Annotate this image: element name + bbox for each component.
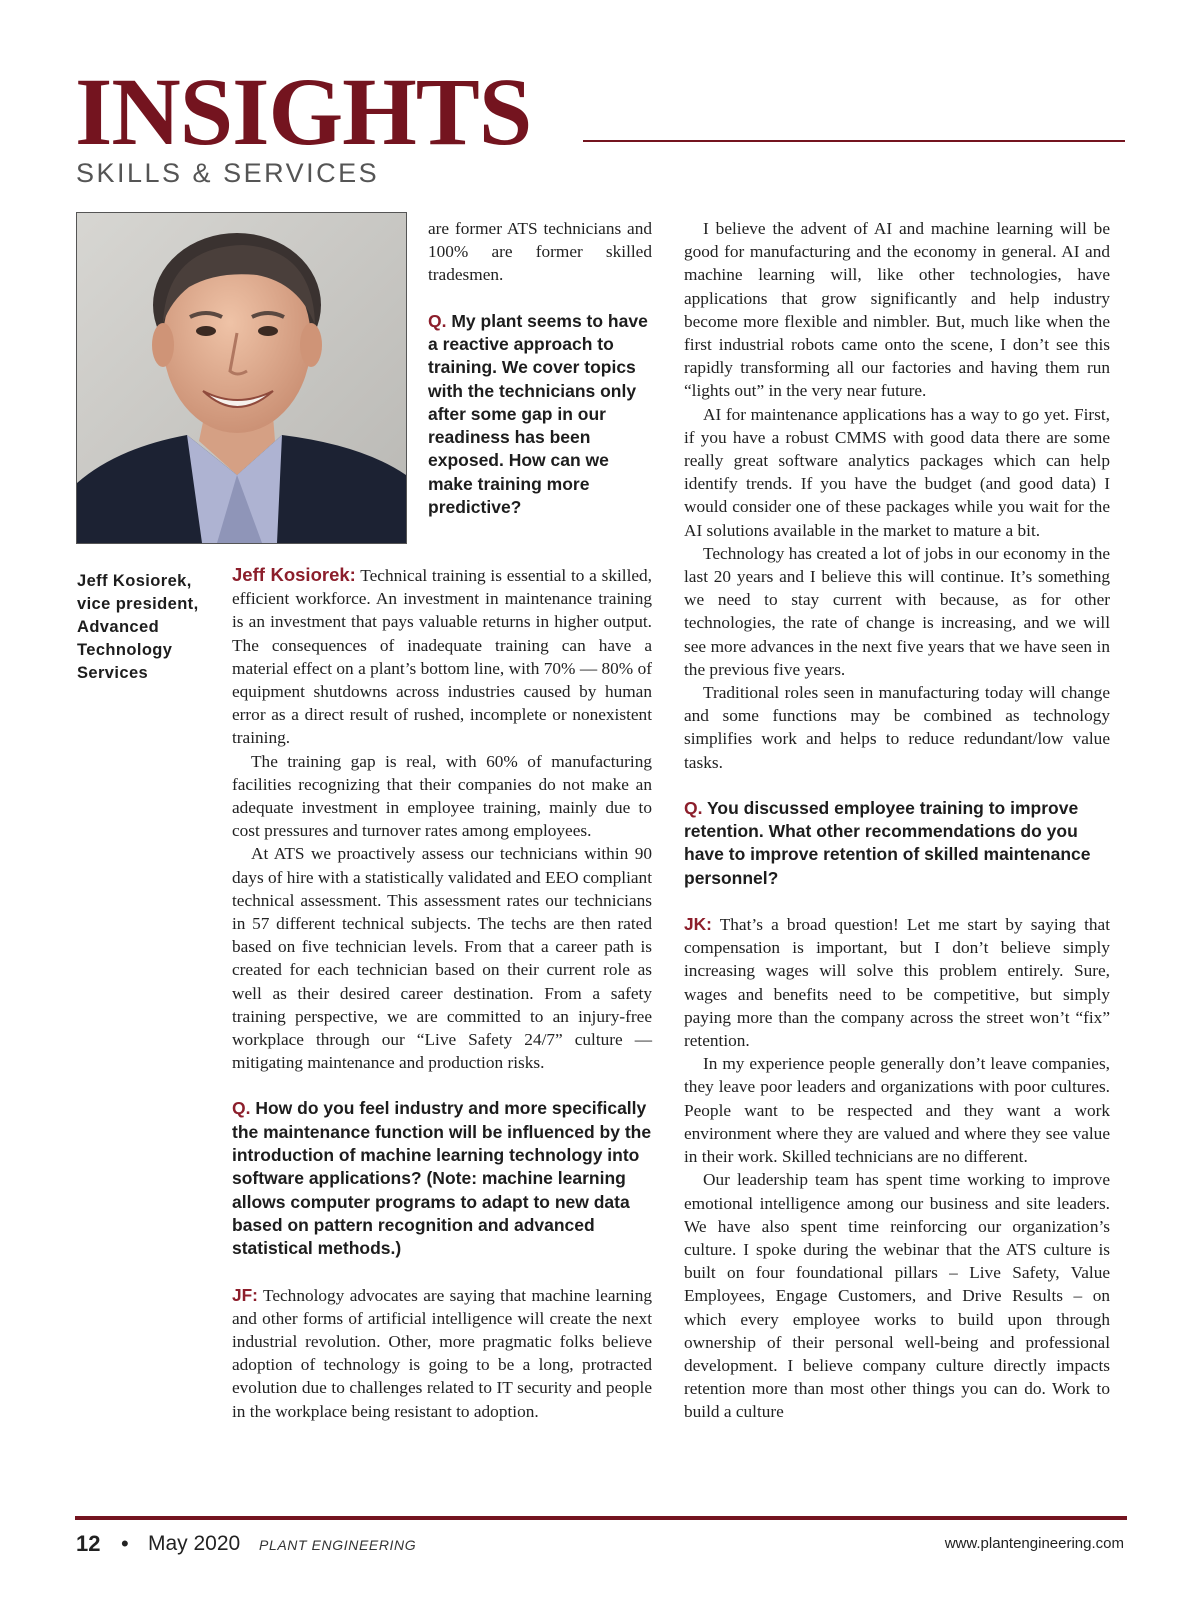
answer-paragraph xyxy=(232,563,652,750)
answer-text: That’s a broad question! Let me start by saying that compensation is important, but I don’t believe simply increasing wages will solve this problem entirely. Sure, wages and benefits need to be competitive, but simply paying more than the company across the street won’t “fix” retention. xyxy=(684,915,1110,1051)
caption-line: Advanced xyxy=(77,618,160,636)
answer-speaker: JK: xyxy=(684,914,712,935)
publication-name: PLANT ENGINEERING xyxy=(259,1537,417,1553)
caption-line: vice president, xyxy=(77,595,199,613)
body-paragraph: In my experience people generally don’t leave companies, they leave poor leaders and organizations with poor cultures. People want to be respected and they want a work environment where they are valued and where they see value in their work. Skilled technicians are no different. xyxy=(684,1054,1110,1167)
answer-text: Technology advocates are saying that machine learning and other forms of artificial intelligence will create the next industrial revolution. Other, more pragmatic folks believe adoption of technology is going to be a long, protracted evolution due to challenges related to IT security and people in the workplace being resistant to adoption. xyxy=(232,1285,652,1421)
header-rule xyxy=(583,140,1125,142)
section-subtitle: SKILLS & SERVICES xyxy=(76,158,380,188)
question-marker: Q. xyxy=(428,310,447,331)
page-number: 12 xyxy=(76,1531,101,1556)
issue-date: May 2020 xyxy=(148,1532,241,1555)
column-right xyxy=(684,217,1110,1424)
question-marker: Q. xyxy=(684,797,703,818)
answer-text: Technical training is essential to a skilled, efficient workforce. An investment in maintenance training is an investment that pays valuable returns in higher output. The consequences of inadequate training can have a material effect on a plant’s bottom line, with 70% — 80% of equipment shutdowns across industries caused by human error as a direct result of rushed, incomplete or nonexistent training. xyxy=(232,566,653,748)
question xyxy=(428,310,652,520)
photo-caption xyxy=(77,570,217,685)
caption-line: Jeff Kosiorek, xyxy=(77,572,192,590)
portrait-photo xyxy=(76,212,407,544)
body-paragraph: At ATS we proactively assess our technicians within 90 days of hire with a statistically validated and EEO compliant technical assessment. This assessment rates our technicians in 57 different technical subjects. The techs are then rated based on five technician levels. From that a career path is created for each technician based on their current role as well as their desired career destination. From a safety training perspective, we are committed to an injury-free workplace through our “Live Safety 24/7” culture — mitigating maintenance and production risks. xyxy=(232,844,652,1073)
caption-line: Services xyxy=(77,664,149,682)
question xyxy=(232,1097,652,1260)
body-paragraph: I believe the advent of AI and machine learning will be good for manufacturing and the economy in general. AI and machine learning will, like other technologies, have applications that grow significantly and help industry become more flexible and nimbler. But, much like when the first industrial robots came onto the scene, I don’t see this rapidly transforming all our factories and having them run “lights out” in the very near future. xyxy=(684,219,1110,401)
footer-rule xyxy=(75,1516,1127,1520)
caption-line: Technology xyxy=(77,641,173,659)
body-paragraph: Our leadership team has spent time working to improve emotional intelligence among our business and site leaders. We have also spent time reinforcing our organization’s culture. I spoke during the webinar that the ATS culture is built on four foundational pillars – Live Safety, Value Employees, Engage Customers, and Drive Results – on which every employee works to build upon through ownership of their personal well-being and professional development. I believe company culture directly impacts retention more than most other things you can do. Work to build a culture xyxy=(684,1170,1110,1422)
answer-speaker: JF: xyxy=(232,1284,258,1305)
answer-speaker: Jeff Kosiorek: xyxy=(232,564,356,585)
footer-separator: • xyxy=(121,1531,129,1556)
question-text: How do you feel industry and more specifically the maintenance function will be influenced by the introduction of machine learning technology into software applications? (Note: machine learning allows computer programs to adapt to new data based on pattern recognition and advanced statistical methods.) xyxy=(232,1098,652,1259)
question xyxy=(684,797,1110,890)
question-text: You discussed employee training to improve retention. What other recommendations do you have to improve retention of skilled maintenance personnel? xyxy=(684,797,1091,888)
column-middle-top xyxy=(428,217,652,542)
body-paragraph: Technology has created a lot of jobs in our economy in the last 20 years and I believe this will continue. It’s something we need to stay current with because, as for other technologies, the rate of change is increasing, and we will see more advances in the next five years that we have seen in the previous five years. xyxy=(684,543,1110,679)
body-paragraph: The training gap is real, with 60% of manufacturing facilities recognizing that their companies do not make an adequate investment in employee training, mainly due to cost pressures and turnover rates among employees. xyxy=(232,751,652,841)
answer-paragraph xyxy=(684,913,1110,1052)
column-middle xyxy=(232,563,652,1423)
question-marker: Q. xyxy=(232,1098,251,1119)
body-paragraph: Traditional roles seen in manufacturing today will change and some functions may be combined as technology simplifies work and helps to reduce redundant/low value tasks. xyxy=(684,683,1110,772)
question-text: My plant seems to have a reactive approach to training. We cover topics with the technicians only after some gap in our readiness has been exposed. How can we make training more predictive? xyxy=(428,310,648,517)
website-url: www.plantengineering.com xyxy=(944,1535,1124,1552)
body-paragraph: are former ATS technicians and 100% are former skilled tradesmen. xyxy=(428,219,652,285)
body-paragraph: AI for maintenance applications has a way to go yet. First, if you have a robust CMMS with good data there are some really great software analytics packages which can help identify trends. If you have the budget (and good data) I would consider one of these packages while you wait for the AI solutions available in the market to mature a bit. xyxy=(684,404,1110,540)
answer-paragraph xyxy=(232,1284,652,1423)
section-title: INSIGHTS xyxy=(75,58,532,165)
